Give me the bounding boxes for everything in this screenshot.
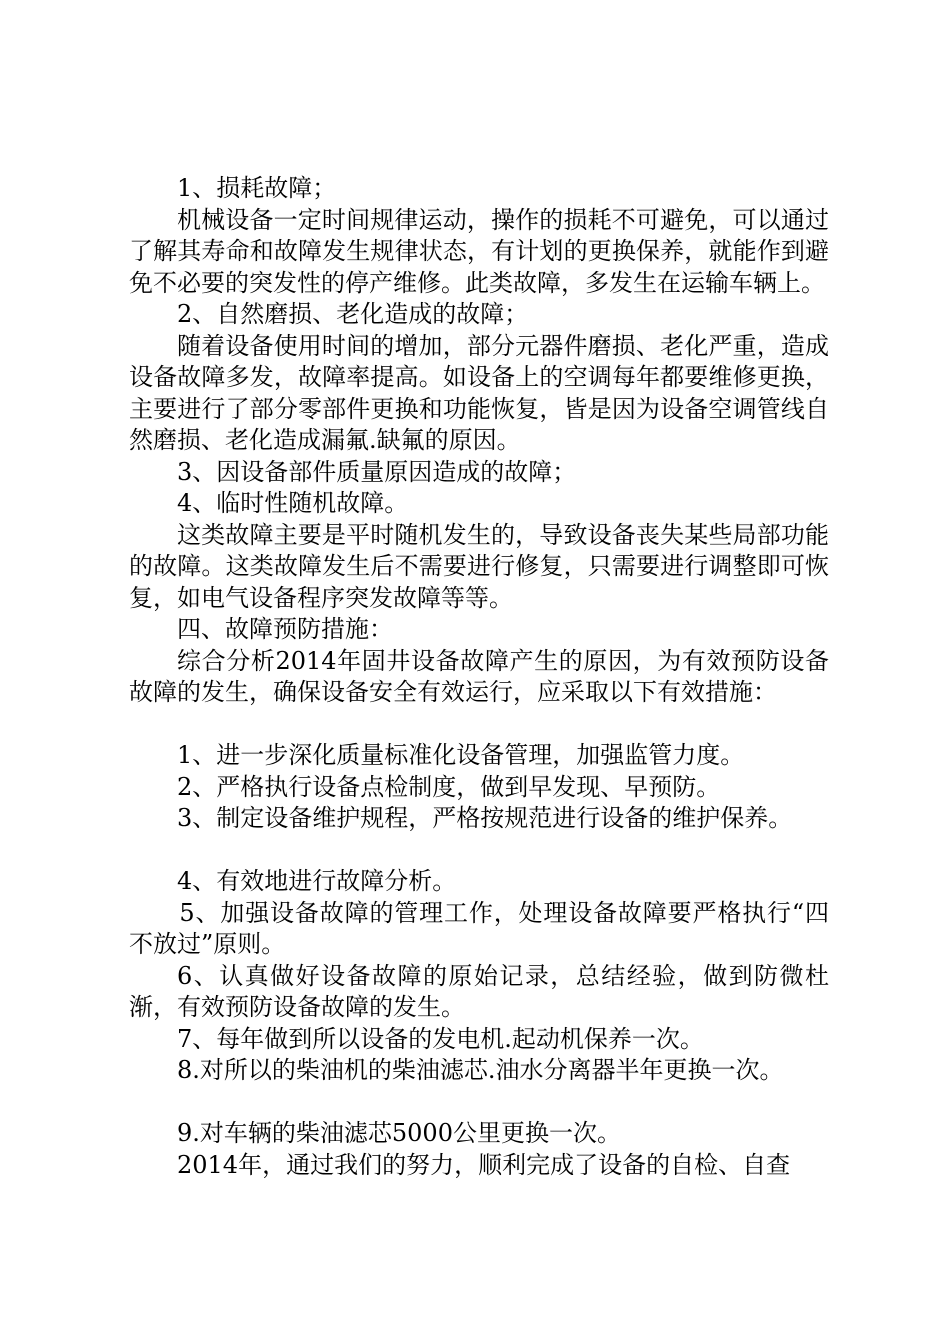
paragraph-17: 8.对所以的柴油机的柴油滤芯.油水分离器半年更换一次。 xyxy=(177,1056,784,1084)
paragraph-18: 9.对车辆的柴油滤芯5000公里更换一次。 xyxy=(177,1119,621,1147)
paragraph-8: 四、故障预防措施： xyxy=(177,615,393,643)
document-body xyxy=(129,173,829,1181)
paragraph-7: 这类故障主要是平时随机发生的，导致设备丧失某些局部功能的故障。这类故障发生后不需要进行修复，只需要进行调整即可恢复，如电气设备程序突发故障等等。 xyxy=(129,520,829,612)
paragraph-12: 3、制定设备维护规程，严格按规范进行设备的维护保养。 xyxy=(177,804,793,832)
paragraph-14: 5、加强设备故障的管理工作，处理设备故障要严格执行“四不放过”原则。 xyxy=(129,898,829,958)
paragraph-1: 1、损耗故障； xyxy=(177,174,337,202)
paragraph-16: 7、每年做到所以设备的发电机.起动机保养一次。 xyxy=(177,1024,704,1053)
paragraph-15: 6、认真做好设备故障的原始记录，总结经验，做到防微杜渐，有效预防设备故障的发生。 xyxy=(129,961,829,1021)
paragraph-11: 2、严格执行设备点检制度，做到早发现、早预防。 xyxy=(177,772,721,801)
paragraph-4: 随着设备使用时间的增加，部分元器件磨损、老化严重，造成设备故障多发，故障率提高。如设备上的空调每年都要维修更换，主要进行了部分零部件更换和功能恢复，皆是因为设备空调管线自然磨损、老化造成漏氟.缺氟的原因。 xyxy=(129,331,829,454)
paragraph-19: 2014年，通过我们的努力，顺利完成了设备的自检、自查 xyxy=(177,1150,791,1179)
paragraph-10: 1、进一步深化质量标准化设备管理，加强监管力度。 xyxy=(177,741,745,769)
paragraph-9: 综合分析2014年固井设备故障产生的原因，为有效预防设备故障的发生，确保设备安全有效运行，应采取以下有效措施： xyxy=(129,646,829,706)
paragraph-3: 2、自然磨损、老化造成的故障； xyxy=(177,300,529,328)
paragraph-5: 3、因设备部件质量原因造成的故障； xyxy=(177,457,577,486)
paragraph-13: 4、有效地进行故障分析。 xyxy=(177,867,457,895)
paragraph-2: 机械设备一定时间规律运动，操作的损耗不可避免，可以通过了解其寿命和故障发生规律状态，有计划的更换保养，就能作到避免不必要的突发性的停产维修。此类故障，多发生在运输车辆上。 xyxy=(129,205,829,297)
paragraph-6: 4、临时性随机故障。 xyxy=(177,489,409,517)
